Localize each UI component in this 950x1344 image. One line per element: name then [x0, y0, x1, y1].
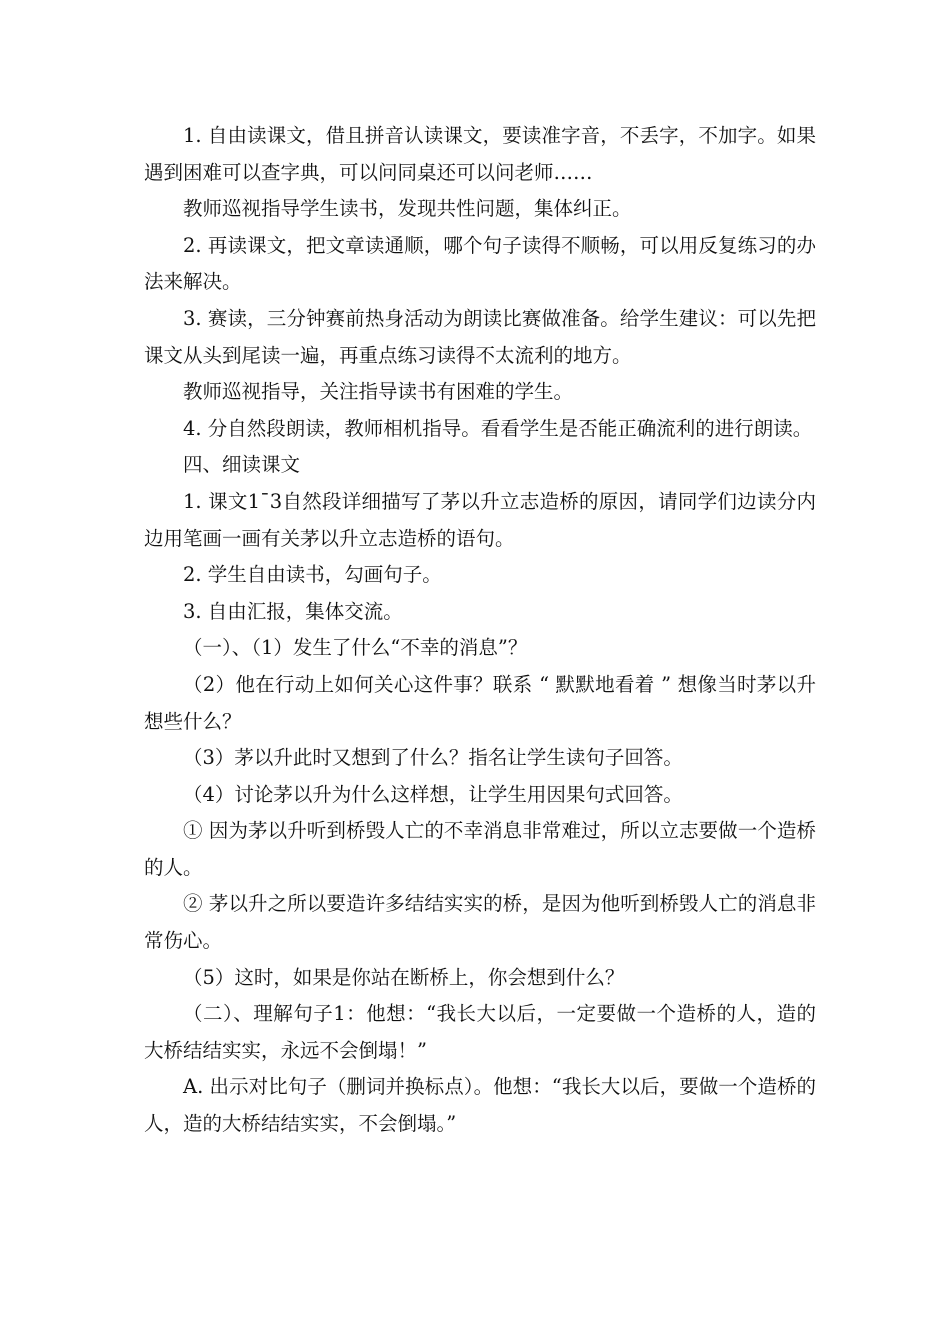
paragraph-teacher-guidance: 教师巡视指导学生读书，发现共性问题，集体纠正。 — [183, 197, 632, 221]
question-1: （一）、（1）发生了什么“不幸的消息”？ — [183, 636, 528, 660]
paragraph-close-reading-3: 3. 自由汇报，集体交流。 — [183, 599, 403, 623]
paragraph-close-reading-1: 1. 课文1¯3自然段详细描写了茅以升立志造桥的原因，请同学们边读分内边用笔画一画有关茅以升立志造桥的语句。 — [144, 489, 816, 550]
paragraph-step-2: 2. 再读课文，把文章读通顺，哪个句子读得不顺畅，可以用反复练习的办法来解决。 — [144, 233, 816, 294]
paragraph-close-reading-2: 2. 学生自由读书，勾画句子。 — [183, 563, 442, 587]
question-5: （5）这时，如果是你站在断桥上，你会想到什么？ — [183, 965, 625, 989]
question-3: （3）茅以升此时又想到了什么？指名让学生读句子回答。 — [183, 746, 683, 770]
paragraph-step-3: 3. 赛读，三分钟赛前热身活动为朗读比赛做准备。给学生建议：可以先把课文从头到尾读一遍，再重点练习读得不太流利的地方。 — [144, 306, 816, 367]
question-2: （2）他在行动上如何关心这件事？联系 “ 默默地看着 ” 想像当时茅以升想些什么？ — [144, 672, 816, 733]
question-4: （4）讨论茅以升为什么这样想，让学生用因果句式回答。 — [183, 782, 683, 806]
paragraph-step-4: 4. 分自然段朗读，教师相机指导。看看学生是否能正确流利的进行朗读。 — [183, 416, 813, 440]
section-heading-close-reading: 四、细读课文 — [183, 453, 301, 477]
paragraph-step-1: 1. 自由读课文，借且拼音认读课文，要读准字音，不丢字，不加字。如果遇到困难可以查字典，可以问同桌还可以问老师…… — [144, 124, 816, 184]
answer-2: ② 茅以升之所以要造许多结结实实的桥，是因为他听到桥毁人亡的消息非常伤心。 — [144, 892, 816, 953]
document-body — [144, 118, 816, 1143]
answer-1: ① 因为茅以升听到桥毁人亡的不幸消息非常难过，所以立志要做一个造桥的人。 — [144, 819, 816, 879]
paragraph-teacher-attention: 教师巡视指导，关注指导读书有困难的学生。 — [183, 380, 574, 404]
comparison-sentence: A. 出示对比句子（删词并换标点）。他想：“我长大以后，要做一个造桥的人，造的大桥结结实实，不会倒塌。” — [144, 1075, 816, 1136]
sentence-understanding: （二）、理解句子1：他想：“我长大以后，一定要做一个造桥的人，造的大桥结结实实，永远不会倒塌！” — [144, 1002, 816, 1062]
